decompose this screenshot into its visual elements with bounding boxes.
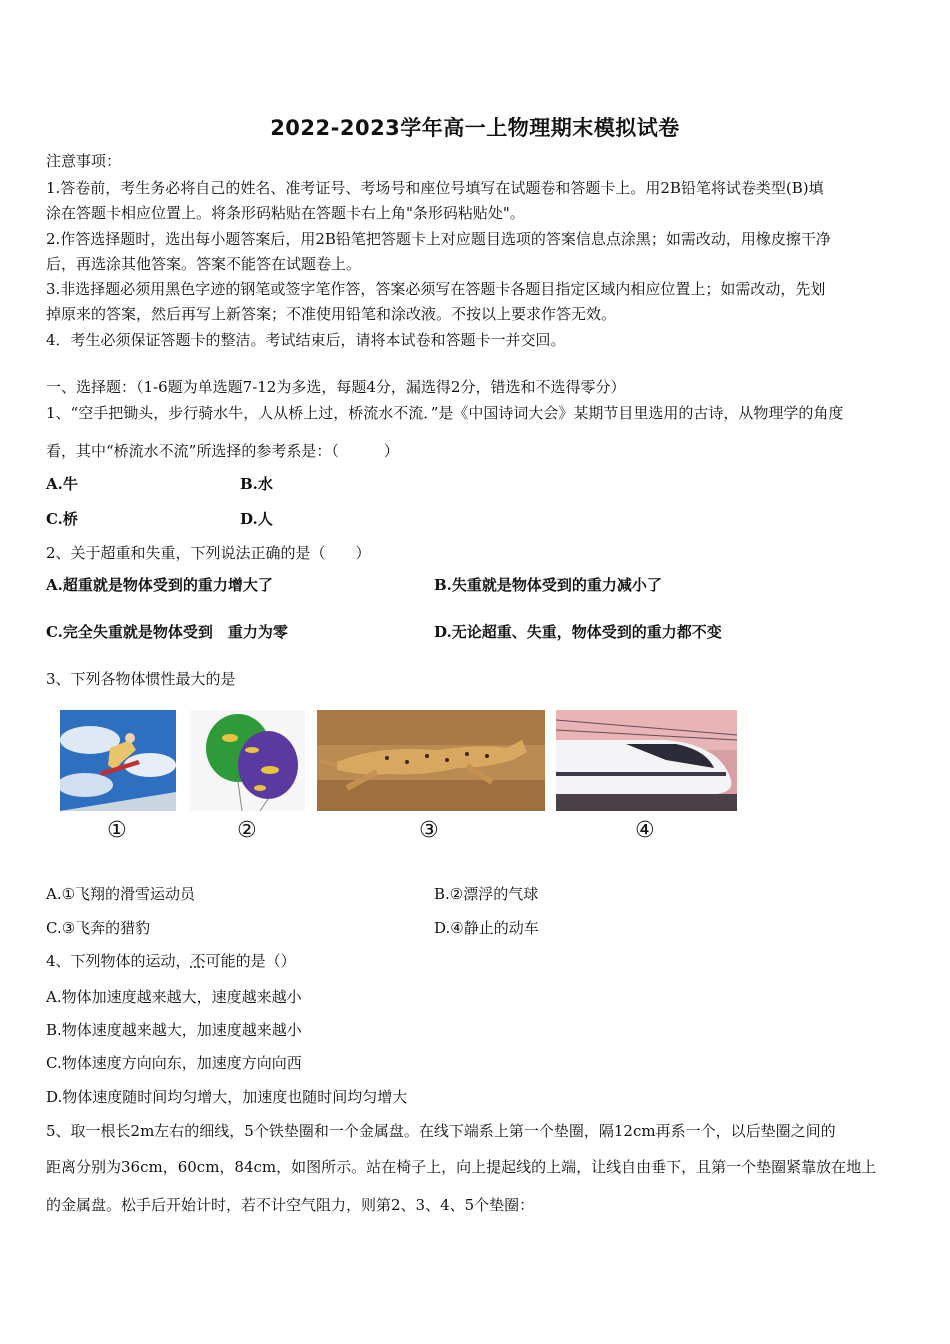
cheetah-image	[317, 710, 545, 811]
q4-stem-emphasis: 不	[190, 952, 206, 970]
q2-option-b: B.失重就是物体受到的重力减小了	[434, 576, 662, 594]
q3-option-c: C.③飞奔的猎豹	[46, 919, 151, 937]
q4-option-d: D.物体速度随时间均匀增大，加速度也随时间均匀增大	[46, 1088, 408, 1106]
q3-option-a: A.①飞翔的滑雪运动员	[46, 885, 196, 903]
q2-option-a: A.超重就是物体受到的重力增大了	[46, 576, 273, 594]
train-image	[556, 710, 737, 811]
q2-stem: 2、关于超重和失重，下列说法正确的是（ ）	[46, 544, 371, 562]
q1-option-b: B.水	[240, 475, 273, 493]
balloons-image	[190, 710, 305, 811]
page-title: 2022-2023学年高一上物理期末模拟试卷	[270, 116, 680, 140]
notice-line: 后，再选涂其他答案。答案不能答在试题卷上。	[46, 255, 362, 273]
q1-stem: 看，其中“桥流水不流”所选择的参考系是：（ ）	[46, 442, 399, 460]
q4-option-b: B.物体速度越来越大，加速度越来越小	[46, 1021, 302, 1039]
q2-option-c: C.完全失重就是物体受到 重力为零	[46, 623, 288, 641]
notice-line: 涂在答题卡相应位置上。将条形码粘贴在答题卡右上角"条形码粘贴处"。	[46, 204, 525, 222]
q1-option-c: C.桥	[46, 510, 78, 528]
q3-option-b: B.②漂浮的气球	[434, 885, 539, 903]
figure-label: ①	[107, 818, 127, 843]
q4-stem	[46, 950, 296, 971]
q3-stem: 3、下列各物体惯性最大的是	[46, 670, 236, 688]
figure-label: ④	[635, 818, 655, 843]
notice-line: 2.作答选择题时，选出每小题答案后，用2B铅笔把答题卡上对应题目选项的答案信息点涂黑；如需改动，用橡皮擦干净	[46, 230, 831, 248]
q1-option-a: A.牛	[46, 475, 78, 493]
q4-stem-post: 可能的是（）	[205, 952, 296, 970]
section-heading: 一、选择题：（1-6题为单选题7-12为多选，每题4分，漏选得2分，错选和不选得零分）	[46, 378, 626, 396]
notice-heading: 注意事项：	[46, 152, 122, 170]
notice-line: 4．考生必须保证答题卡的整洁。考试结束后，请将本试卷和答题卡一并交回。	[46, 331, 566, 349]
notice-line: 1.答卷前，考生务必将自己的姓名、准考证号、考场号和座位号填写在试题卷和答题卡上。用2B铅笔将试卷类型(B)填	[46, 179, 824, 197]
q1-option-d: D.人	[240, 510, 273, 528]
q4-stem-pre: 4、下列物体的运动，	[46, 952, 191, 970]
figure-label: ②	[237, 818, 257, 843]
q2-option-d: D.无论超重、失重，物体受到的重力都不变	[434, 623, 722, 641]
q4-option-a: A.物体加速度越来越大，速度越来越小	[46, 988, 302, 1006]
snowboarder-image	[60, 710, 176, 811]
q3-option-d: D.④静止的动车	[434, 919, 539, 937]
q5-stem: 的金属盘。松手后开始计时，若不计空气阻力，则第2、3、4、5个垫圈：	[46, 1196, 535, 1214]
figure-label: ③	[419, 818, 439, 843]
q1-stem: 1、“空手把锄头，步行骑水牛，人从桥上过，桥流水不流．”是《中国诗词大会》某期节目里选用的古诗，从物理学的角度	[46, 404, 844, 422]
q4-option-c: C.物体速度方向向东，加速度方向向西	[46, 1054, 302, 1072]
q5-stem: 5、取一根长2m左右的细线，5个铁垫圈和一个金属盘。在线下端系上第一个垫圈，隔12cm再系一个，以后垫圈之间的	[46, 1122, 836, 1140]
notice-line: 掉原来的答案，然后再写上新答案；不准使用铅笔和涂改液。不按以上要求作答无效。	[46, 305, 617, 323]
q5-stem: 距离分别为36cm，60cm，84cm，如图所示。站在椅子上，向上提起线的上端，让线自由垂下，且第一个垫圈紧靠放在地上	[46, 1158, 877, 1176]
notice-line: 3.非选择题必须用黑色字迹的钢笔或签字笔作答，答案必须写在答题卡各题目指定区域内相应位置上；如需改动，先划	[46, 280, 826, 298]
